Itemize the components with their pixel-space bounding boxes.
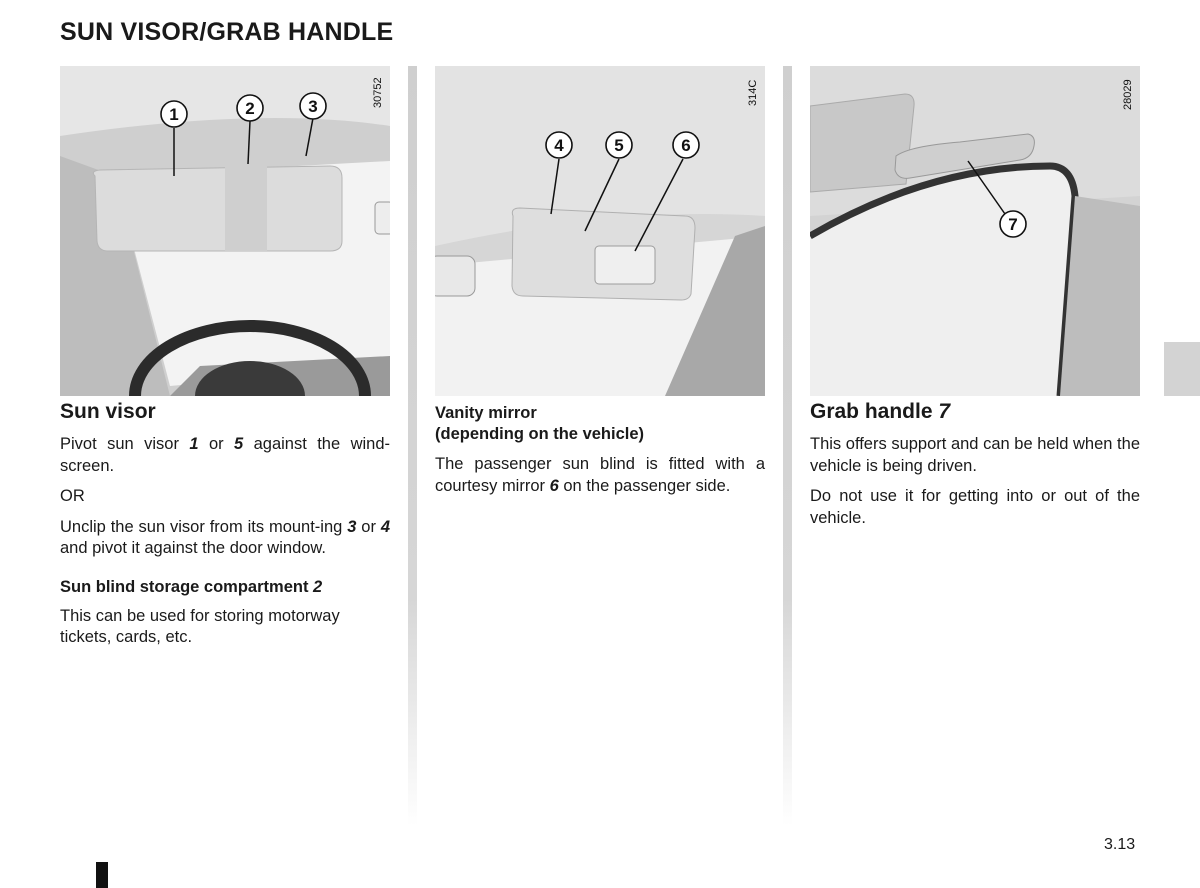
callout-5 <box>606 132 632 158</box>
column-divider <box>408 66 417 826</box>
footer-bar <box>96 862 108 888</box>
svg-text:5: 5 <box>614 136 624 155</box>
page-title: SUN VISOR/GRAB HANDLE <box>60 18 394 46</box>
callout-3 <box>300 93 326 119</box>
grab-handle-section <box>810 400 1140 529</box>
sun-visor-section <box>60 400 390 649</box>
grab-handle-paragraph-1: This offers support and can be held when the vehicle is being driven. <box>810 435 1140 475</box>
sun-visor-paragraph-2: Unclip the sun visor from its mount-ing 3 or 4 and pivot it against the door window. <box>60 517 390 557</box>
sun-visor-photo <box>60 66 390 396</box>
vanity-mirror-section <box>435 403 765 497</box>
svg-text:6: 6 <box>681 136 691 155</box>
page-number: 3.13 <box>1104 836 1136 853</box>
vanity-mirror-photo <box>435 66 765 396</box>
grab-handle-paragraph-2: Do not use it for getting into or out of the vehicle. <box>810 487 1140 527</box>
storage-compartment-heading: Sun blind storage compartment 2 <box>60 577 323 596</box>
vanity-mirror-paragraph: The passenger sun blind is fitted with a courtesy mirror 6 on the passenger side. <box>435 455 765 495</box>
callout-4 <box>546 132 572 158</box>
callout-1 <box>161 101 187 127</box>
sun-visor-paragraph-1: Pivot sun visor 1 or 5 against the wind-screen. <box>60 435 390 475</box>
image-code: 314C <box>747 79 759 106</box>
callout-7 <box>1000 211 1026 237</box>
image-code: 30752 <box>372 77 384 108</box>
storage-compartment-paragraph: This can be used for storing motorway tickets, cards, etc. <box>60 606 340 646</box>
svg-text:1: 1 <box>169 105 179 124</box>
grab-handle-photo <box>810 66 1140 396</box>
vanity-mirror-heading: Vanity mirror (depending on the vehicle) <box>435 404 645 443</box>
chapter-tab <box>1164 342 1200 396</box>
callout-6 <box>673 132 699 158</box>
section-heading: Sun visor <box>60 400 156 423</box>
column-divider <box>783 66 792 826</box>
svg-text:3: 3 <box>308 97 318 116</box>
svg-text:7: 7 <box>1008 215 1018 234</box>
svg-text:4: 4 <box>554 136 564 155</box>
section-heading: Grab handle 7 <box>810 400 951 423</box>
callout-2 <box>237 95 263 121</box>
or-text: OR <box>60 487 85 505</box>
svg-text:2: 2 <box>245 99 255 118</box>
image-code: 28029 <box>1122 79 1134 110</box>
